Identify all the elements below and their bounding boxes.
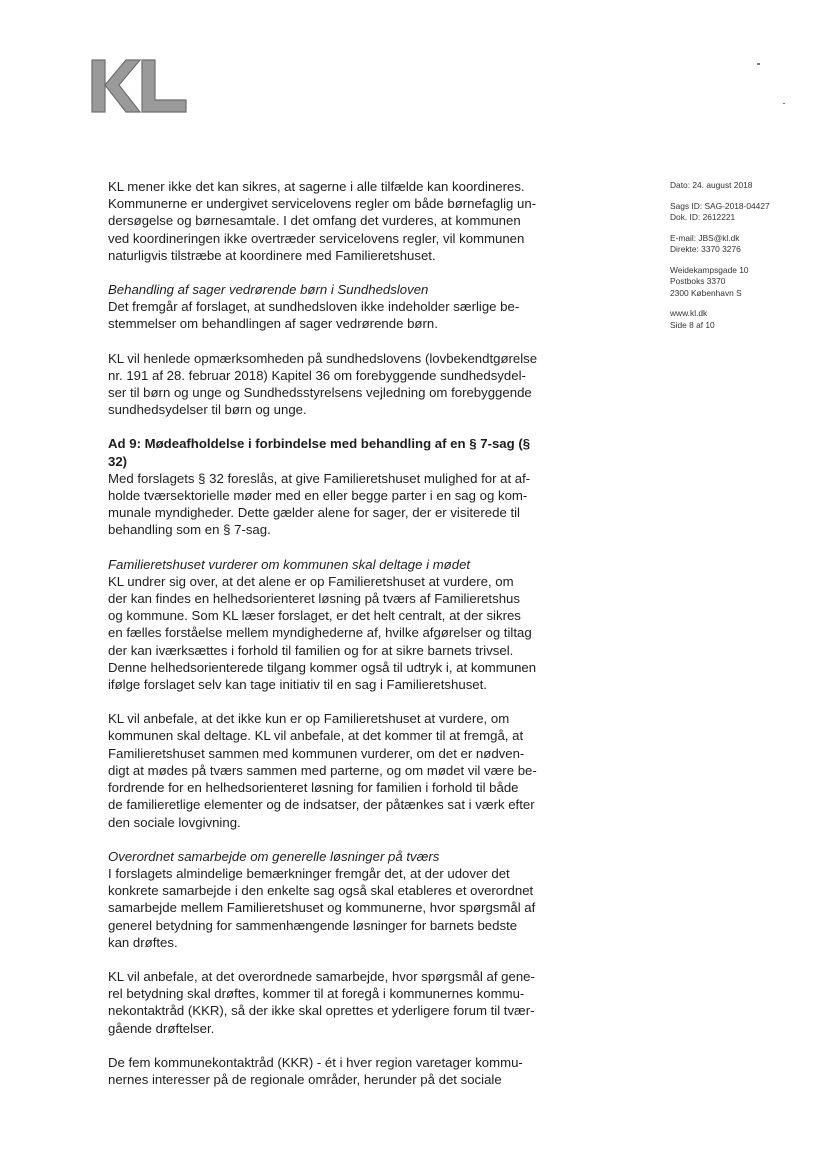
text-line: De fem kommunekontaktråd (KKR) - ét i hver region varetager kommu- [108,1054,523,1070]
text-line: generel betydning for sammenhængende løsninger for barnets bedste [108,917,518,933]
text-line: digt at mødes på tværs sammen med parterne, og om mødet vil være be- [108,762,537,778]
text-line: og kommune. Som KL læser forslaget, er det helt centralt, at der sikres [108,608,521,624]
text-line: gående drøftelser. [108,1020,215,1036]
text-line: fordrende for en helhedsorienteret løsning for familien i forhold til både [108,780,519,796]
scan-speck [783,103,785,104]
doc-id: Dok. ID: 2612221 [670,212,736,222]
website: www.kl.dk [670,308,708,318]
text-line: KL vil anbefale, at det overordnede samarbejde, hvor spørgsmål af gene- [108,968,535,984]
text-line: samarbejde mellem Familieretshuset og kommunerne, hvor spørgsmål af [108,900,536,916]
text-line: kan drøftes. [108,934,178,950]
paragraph-kkr-recommendation [108,968,568,1037]
text-line: konkrete samarbejde i den enkelte sag også skal etableres et overordnet [108,883,534,899]
city: 2300 København S [670,287,742,298]
text-line: rel betydning skal drøftes, kommer til at foregå i kommunernes kommu- [108,986,525,1002]
text-line: de familieretlige elementer og de indsatser, der påtænkes sat i værk efter [108,797,535,813]
street-address: Weidekampsgade 10 [670,264,749,275]
postbox: Postboks 3370 [670,276,726,286]
text-line: naturligvis tilstræbe at koordinere med Familieretshuset. [108,247,436,263]
text-line: KL vil henlede opmærksomheden på sundhedslovens (lovbekendtgørelse [108,350,538,366]
page-number: Side 8 af 10 [670,319,715,330]
letter-body [108,178,568,1105]
text-line: KL mener ikke det kan sikres, at sagerne i alle tilfælde kan koordineres. [108,179,525,194]
email: E-mail: JBS@kl.dk [670,232,740,243]
kl-logo-mark [90,58,190,114]
text-line: kommunen skal deltage. KL vil anbefale, at det kommer til at fremgå, at [108,728,524,744]
scan-speck [757,63,760,65]
text-line: I forslagets almindelige bemærkninger fremgår det, at der udover det [108,865,510,881]
text-line: KL undrer sig over, at det alene er op Familieretshuset at vurdere, om [108,573,514,589]
text-line: en fælles forståelse mellem myndighederne af, hvilke afgørelser og tiltag [108,625,532,641]
section-general-cooperation [108,848,568,951]
text-line: stemmelser om behandlingen af sager vedrørende børn. [108,316,438,332]
text-line: ser til børn og unge og Sundhedsstyrelsens vejledning om forebyggende [108,385,532,401]
text-line: Med forslagets § 32 foreslås, at give Familieretshuset mulighed for at af- [108,470,531,486]
text-line: Denne helhedsorienterede tilgang kommer også til udtryk i, at kommunen [108,659,537,675]
text-line: ved koordineringen ikke overtræder servicelovens regler, vil kommunen [108,230,525,246]
text-line: holde tværsektorielle møder med en eller begge parter i en sag og kom- [108,488,528,504]
section-heading: Ad 9: Mødeafholdelse i forbindelse med behandling af en § 7-sag (§ [108,436,531,452]
text-line: munale myndigheder. Dette gælder alene for sager, der er visiterede til [108,505,520,521]
text-line: Familieretshuset sammen med kommunen vurderer, om det er nødven- [108,745,525,761]
text-line: nr. 191 af 28. februar 2018) Kapitel 36 om forebyggende sundhedsydel- [108,367,526,383]
paragraph-recommendation [108,710,568,830]
text-line: der kan iværksættes i forhold til familien og for at sikre barnets trivsel. [108,642,514,658]
text-line: Det fremgår af forslaget, at sundhedsloven ikke indeholder særlige be- [108,299,520,315]
paragraph-kkr-description [108,1054,568,1088]
text-line: nekontaktråd (KKR), så der ikke skal oprettes et yderligere forum til tvær- [108,1003,535,1019]
section-health-act [108,281,568,333]
sidebar-metadata [670,180,810,340]
text-line: nernes interesser på de regionale områder, herunder på det sociale [108,1071,502,1087]
paragraph-health-act-reference [108,350,568,419]
text-line: dersøgelse og børnesamtale. I det omfang det vurderes, at kommunen [108,213,521,229]
section-heading: Behandling af sager vedrørende børn i Sundhedsloven [108,282,429,298]
section-heading: Overordnet samarbejde om generelle løsninger på tværs [108,848,440,864]
case-id: Sags ID: SAG-2018-04427 [670,200,770,211]
section-ad9 [108,435,568,538]
section-meeting-participation [108,556,568,694]
text-line: sundhedsydelser til børn og unge. [108,402,307,418]
direct-phone: Direkte: 3370 3276 [670,244,741,254]
text-line: Kommunerne er undergivet servicelovens regler om både børnefaglig un- [108,196,537,212]
date-line: Dato: 24. august 2018 [670,180,753,190]
text-line: den sociale lovgivning. [108,814,241,830]
text-line: ifølge forslaget selv kan tage initiativ til en sag i Familieretshuset. [108,677,487,693]
section-heading: Familieretshuset vurderer om kommunen skal deltage i mødet [108,556,471,572]
paragraph-coordination [108,178,568,264]
kl-logo [90,58,190,114]
section-heading: 32) [108,453,128,469]
text-line: der kan findes en helhedsorienteret løsning på tværs af Familieretshus [108,591,520,607]
text-line: behandling som en § 7-sag. [108,522,271,538]
text-line: KL vil anbefale, at det ikke kun er op Familieretshuset at vurdere, om [108,711,510,727]
